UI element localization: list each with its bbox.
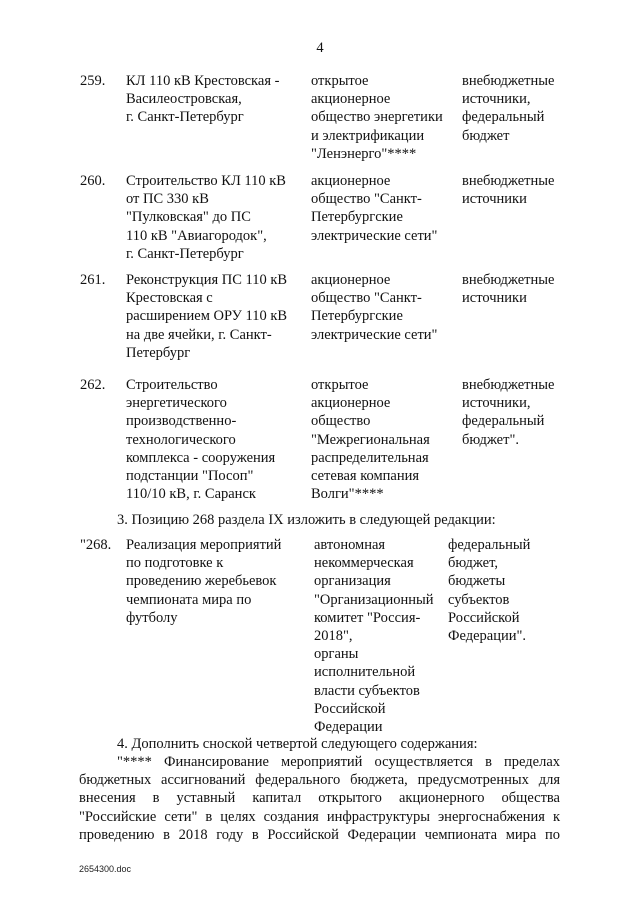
- document-file-code: 2654300.doc: [79, 864, 132, 874]
- text-line: внесения в уставный капитал открытого акционерного общества: [79, 790, 560, 807]
- amendment-paragraph-4: 4. Дополнить сноской четвертой следующего содержания:: [117, 736, 478, 752]
- text-line: сетевая компания: [311, 468, 420, 485]
- text-line: расширением ОРУ 110 кВ: [126, 308, 288, 325]
- organization: [311, 72, 461, 163]
- text-line: внебюджетные: [462, 272, 555, 288]
- text-line: г. Санкт-Петербург: [126, 245, 244, 262]
- funding-source: [448, 536, 558, 645]
- text-line: подстанции "Посоп": [126, 468, 254, 485]
- text-line: Волги"****: [311, 486, 384, 503]
- text-line: источники: [462, 290, 527, 307]
- text-line: Крестовская с: [126, 290, 213, 307]
- text-line: бюджет".: [462, 431, 519, 448]
- text-line: Реконструкция ПС 110 кВ: [126, 272, 288, 288]
- funding-source: [462, 172, 574, 208]
- text-line: Петербург: [126, 344, 191, 361]
- text-line: "Российские сети" в целях создания инфраструктуры энергоснабжения к: [79, 808, 560, 825]
- text-line: общество энергетики: [311, 109, 443, 126]
- text-line: 2018",: [314, 628, 353, 645]
- text-line: комитет "Россия-: [314, 609, 421, 626]
- row-number: 262.: [80, 377, 106, 393]
- object-name: [126, 376, 302, 503]
- text-line: Российской: [448, 609, 520, 626]
- text-line: бюджетных ассигнований федерального бюджета, предусмотренных для: [79, 772, 560, 789]
- text-line: проведению жеребьевок: [126, 573, 277, 590]
- text-line: федеральный: [448, 537, 531, 553]
- text-line: распределительная: [311, 449, 429, 466]
- object-name: [126, 72, 302, 127]
- text-line: федеральный: [462, 109, 545, 126]
- text-line: автономная: [314, 537, 386, 553]
- text-line: акционерное: [311, 395, 391, 412]
- text-line: субъектов: [448, 591, 510, 608]
- text-line: электрические сети": [311, 227, 438, 244]
- text-line: источники,: [462, 91, 531, 108]
- text-line: технологического: [126, 431, 236, 448]
- text-line: электрические сети": [311, 326, 438, 343]
- text-line: "Ленэнерго"****: [311, 145, 417, 162]
- page-number: 4: [316, 40, 324, 56]
- text-line: Строительство: [126, 377, 218, 393]
- text-line: 110 кВ "Авиагородок",: [126, 227, 267, 244]
- text-line: Василеостровская,: [126, 91, 242, 108]
- text-line: Федерации".: [448, 628, 527, 645]
- text-line: чемпионата мира по: [126, 591, 252, 608]
- text-line: от ПС 330 кВ: [126, 191, 209, 208]
- text-line: федеральный: [462, 413, 545, 430]
- text-line: акционерное: [311, 91, 391, 108]
- text-line: акционерное: [311, 173, 391, 189]
- text-line: по подготовке к: [126, 555, 224, 572]
- text-line: источники,: [462, 395, 531, 412]
- text-line: Петербургские: [311, 308, 403, 325]
- object-name: [126, 271, 302, 362]
- text-line: общество "Санкт-: [311, 191, 422, 208]
- text-line: проведению в 2018 году в Российской Федерации чемпионата мира по: [79, 826, 560, 843]
- text-line: бюджет,: [448, 555, 498, 572]
- text-line: власти субъектов: [314, 682, 420, 699]
- organization: [311, 376, 461, 503]
- text-line: внебюджетные: [462, 73, 555, 89]
- text-line: организация: [314, 573, 391, 590]
- organization: [311, 271, 461, 344]
- text-line: бюджеты: [448, 573, 506, 590]
- text-line: бюджет: [462, 127, 510, 144]
- text-line: общество "Санкт-: [311, 290, 422, 307]
- text-line: энергетического: [126, 395, 227, 412]
- row-number: 260.: [80, 173, 106, 189]
- text-line: производственно-: [126, 413, 237, 430]
- text-line: и электрификации: [311, 127, 425, 144]
- row-number: "268.: [80, 537, 112, 553]
- text-line: общество: [311, 413, 371, 430]
- text-line: Российской: [314, 700, 386, 717]
- text-line: Петербургские: [311, 209, 403, 226]
- text-line: "**** Финансирование мероприятий осуществляется в пределах: [117, 754, 560, 770]
- text-line: "Организационный: [314, 591, 434, 608]
- row-number: 259.: [80, 73, 106, 89]
- text-line: органы: [314, 646, 359, 663]
- text-line: "Пулковская" до ПС: [126, 209, 251, 226]
- text-line: комплекса - сооружения: [126, 449, 276, 466]
- organization: [314, 536, 444, 736]
- text-line: открытое: [311, 73, 369, 89]
- text-line: акционерное: [311, 272, 391, 288]
- footnote-text: [79, 753, 560, 844]
- funding-source: [462, 376, 574, 449]
- object-name: [126, 536, 296, 627]
- funding-source: [462, 72, 574, 145]
- text-line: исполнительной: [314, 664, 416, 681]
- text-line: футболу: [126, 609, 178, 626]
- text-line: 110/10 кВ, г. Саранск: [126, 486, 256, 503]
- text-line: внебюджетные: [462, 173, 555, 189]
- amendment-paragraph-3: 3. Позицию 268 раздела IX изложить в следующей редакции:: [117, 512, 496, 528]
- text-line: Федерации: [314, 719, 383, 736]
- object-name: [126, 172, 302, 263]
- text-line: Реализация мероприятий: [126, 537, 282, 553]
- text-line: Строительство КЛ 110 кВ: [126, 173, 286, 189]
- text-line: открытое: [311, 377, 369, 393]
- text-line: КЛ 110 кВ Крестовская -: [126, 73, 280, 89]
- text-line: внебюджетные: [462, 377, 555, 393]
- text-line: источники: [462, 191, 527, 208]
- text-line: на две ячейки, г. Санкт-: [126, 326, 272, 343]
- row-number: 261.: [80, 272, 106, 288]
- organization: [311, 172, 461, 245]
- text-line: "Межрегиональная: [311, 431, 430, 448]
- text-line: некоммерческая: [314, 555, 414, 572]
- funding-source: [462, 271, 574, 307]
- text-line: г. Санкт-Петербург: [126, 109, 244, 126]
